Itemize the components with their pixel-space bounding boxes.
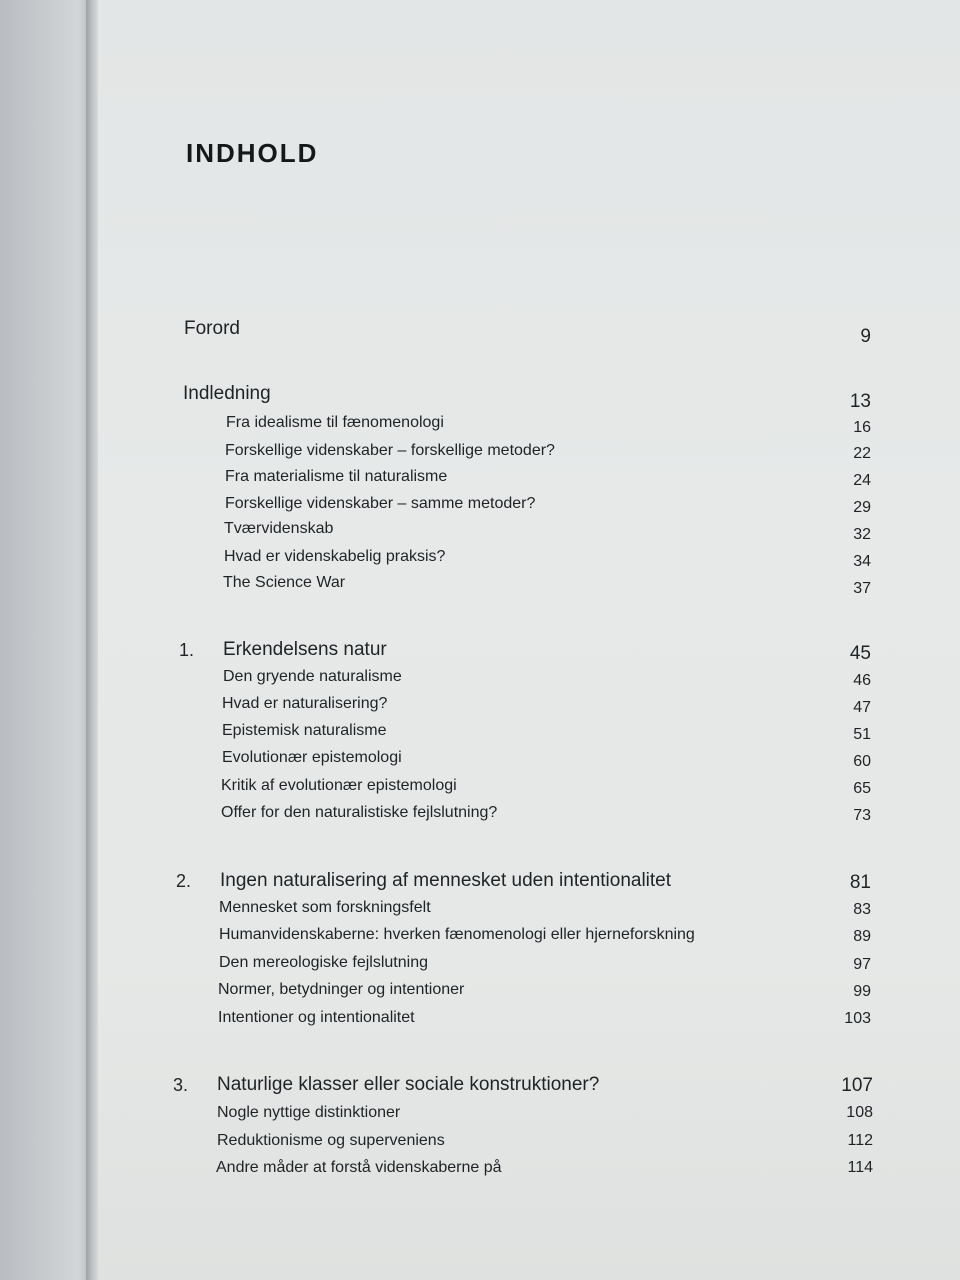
toc-section-page: 60 [853, 753, 871, 770]
toc-chapter-label: Naturlige klasser eller sociale konstruktioner? [217, 1074, 600, 1095]
toc-section-page: 34 [853, 553, 871, 570]
toc-section-page: 114 [847, 1159, 873, 1176]
toc-chapter-number: 3. [173, 1075, 189, 1095]
toc-section-label: Intentioner og intentionalitet [218, 1009, 415, 1026]
toc-chapter-page: 81 [849, 872, 871, 893]
toc-section [223, 668, 871, 690]
toc-section-label: Nogle nyttige distinktioner [217, 1104, 401, 1121]
toc-section [224, 520, 871, 542]
toc-section-page: 37 [853, 580, 871, 597]
toc-chapter-page: 45 [849, 643, 871, 664]
toc-chapter-2 [176, 870, 871, 896]
toc-section-page: 16 [853, 419, 871, 436]
toc-section-label: Fra materialisme til naturalisme [225, 468, 448, 485]
toc-section-label: Offer for den naturalistiske fejlslutning? [221, 804, 498, 821]
toc-section-page: 112 [847, 1132, 873, 1149]
toc-section [219, 926, 871, 948]
toc-section [225, 442, 871, 464]
toc-section [225, 468, 871, 490]
toc-section [221, 804, 871, 826]
toc-section [217, 1132, 873, 1154]
toc-chapter-3 [173, 1074, 873, 1100]
page-title: INDHOLD [186, 138, 319, 168]
toc-section-label: Normer, betydninger og intentioner [218, 981, 465, 998]
toc-section-page: 51 [853, 726, 871, 743]
toc-section-page: 22 [853, 445, 871, 462]
toc-section-label: Epistemisk naturalisme [222, 722, 387, 739]
toc-section-label: Hvad er naturalisering? [222, 695, 388, 712]
toc-section [216, 1159, 873, 1181]
toc-section-label: Reduktionisme og superveniens [217, 1132, 445, 1149]
toc-section-page: 83 [853, 901, 871, 918]
toc-chapter-1 [179, 639, 871, 665]
toc-section [221, 777, 871, 799]
toc-entry-indledning [183, 383, 871, 412]
toc-section-label: Den gryende naturalisme [223, 668, 402, 685]
toc-entry-forord [184, 318, 871, 346]
toc-section [224, 548, 871, 570]
toc-chapter-page: 107 [841, 1075, 873, 1096]
toc-section [223, 574, 871, 596]
toc-entry-page: 9 [860, 326, 871, 347]
toc-section-page: 73 [853, 807, 871, 824]
toc-section [222, 695, 871, 717]
toc-section [219, 899, 871, 921]
toc-section-label: Humanvidenskaberne: hverken fænomenologi eller hjerneforskning [219, 926, 695, 943]
toc-section [226, 414, 871, 436]
toc-chapter-label: Erkendelsens natur [223, 639, 387, 660]
toc-section-label: The Science War [223, 574, 346, 591]
toc-section [225, 495, 871, 517]
toc-section-page: 24 [853, 472, 871, 489]
toc-section-label: Fra idealisme til fænomenologi [226, 414, 444, 431]
toc-section-page: 32 [853, 526, 871, 543]
toc-section-page: 108 [846, 1104, 873, 1121]
toc-section-page: 47 [853, 699, 871, 716]
toc-section-page: 103 [844, 1010, 871, 1027]
toc-section-page: 97 [853, 956, 871, 973]
toc-section-label: Tværvidenskab [224, 520, 334, 537]
toc-section-label: Mennesket som forskningsfelt [219, 899, 431, 916]
toc-section-label: Hvad er videnskabelig praksis? [224, 548, 446, 565]
toc-chapter-label: Ingen naturalisering af mennesket uden intentionalitet [220, 870, 672, 891]
toc-section-page: 99 [853, 983, 871, 1000]
toc-section [218, 1009, 871, 1031]
toc-entry-label: Forord [184, 318, 240, 339]
toc-section [218, 981, 871, 1003]
toc-entry-page: 13 [849, 391, 871, 412]
toc-section-page: 65 [853, 780, 871, 797]
toc-section [217, 1104, 873, 1126]
toc-section-page: 89 [853, 928, 871, 945]
toc-section-label: Den mereologiske fejlslutning [219, 954, 428, 971]
toc-section [219, 954, 871, 976]
toc-section-label: Forskellige videnskaber – samme metoder? [225, 495, 536, 512]
toc-section-label: Forskellige videnskaber – forskellige metoder? [225, 442, 555, 459]
toc-section-label: Andre måder at forstå videnskaberne på [216, 1159, 502, 1176]
toc-chapter-number: 2. [176, 871, 192, 891]
toc-chapter-number: 1. [179, 640, 195, 660]
toc-section [222, 749, 871, 771]
toc-section-label: Kritik af evolutionær epistemologi [221, 777, 457, 794]
toc-entry-label: Indledning [183, 383, 271, 404]
toc-section-page: 46 [853, 672, 871, 689]
toc-section-page: 29 [853, 499, 871, 516]
toc-section [222, 722, 871, 744]
toc-section-label: Evolutionær epistemologi [222, 749, 402, 766]
